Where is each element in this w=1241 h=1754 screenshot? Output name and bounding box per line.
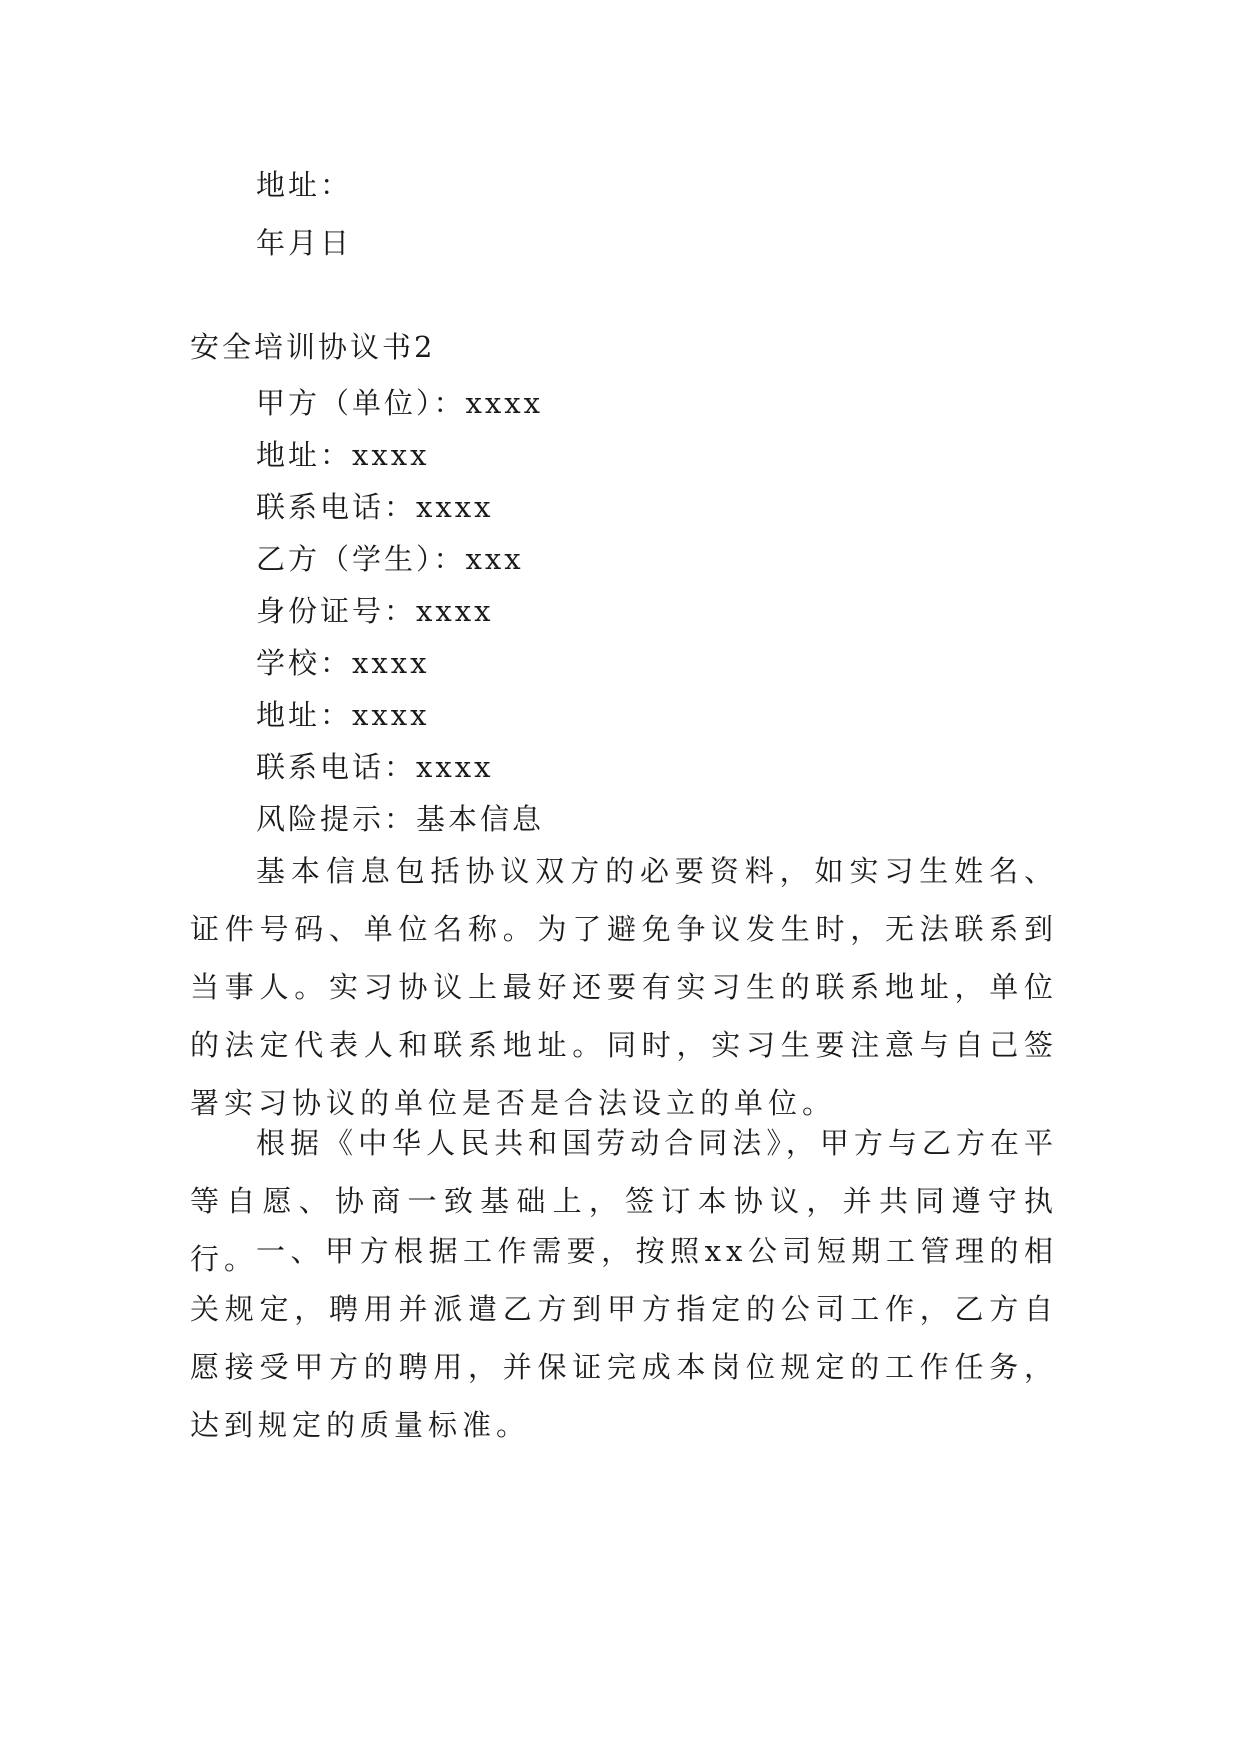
paragraph-clause-one: 一、甲方根据工作需要，按照xx公司短期工管理的相关规定，聘用并派遣乙方到甲方指定的公司工作，乙方自愿接受甲方的聘用，并保证完成本岗位规定的工作任务，达到规定的质量标准。: [190, 1234, 1058, 1442]
date-line: 年月日: [256, 226, 353, 260]
risk-notice-field: 风险提示：基本信息: [256, 802, 545, 836]
address-line: 地址：: [256, 168, 353, 202]
section-title: 安全培训协议书2: [190, 330, 436, 364]
party-b-address-field: 地址：xxxx: [256, 698, 430, 732]
party-a-address-field: 地址：xxxx: [256, 438, 430, 472]
party-a-phone-field: 联系电话：xxxx: [256, 490, 494, 524]
id-number-field: 身份证号：xxxx: [256, 594, 494, 628]
paragraph-labor-law: 根据《中华人民共和国劳动合同法》，甲方与乙方在平等自愿、协商一致基础上，签订本协议，并共同遵守执行。: [190, 1126, 1058, 1276]
party-a-field: 甲方（单位）：xxxx: [256, 386, 543, 420]
paragraph-basic-info: 基本信息包括协议双方的必要资料，如实习生姓名、证件号码、单位名称。为了避免争议发生时，无法联系到当事人。实习协议上最好还要有实习生的联系地址，单位的法定代表人和联系地址。同时，实习生要注意与自己签署实习协议的单位是否是合法设立的单位。: [190, 854, 1058, 1120]
school-field: 学校：xxxx: [256, 646, 430, 680]
party-b-field: 乙方（学生）：xxx: [256, 542, 524, 576]
party-b-phone-field: 联系电话：xxxx: [256, 750, 494, 784]
